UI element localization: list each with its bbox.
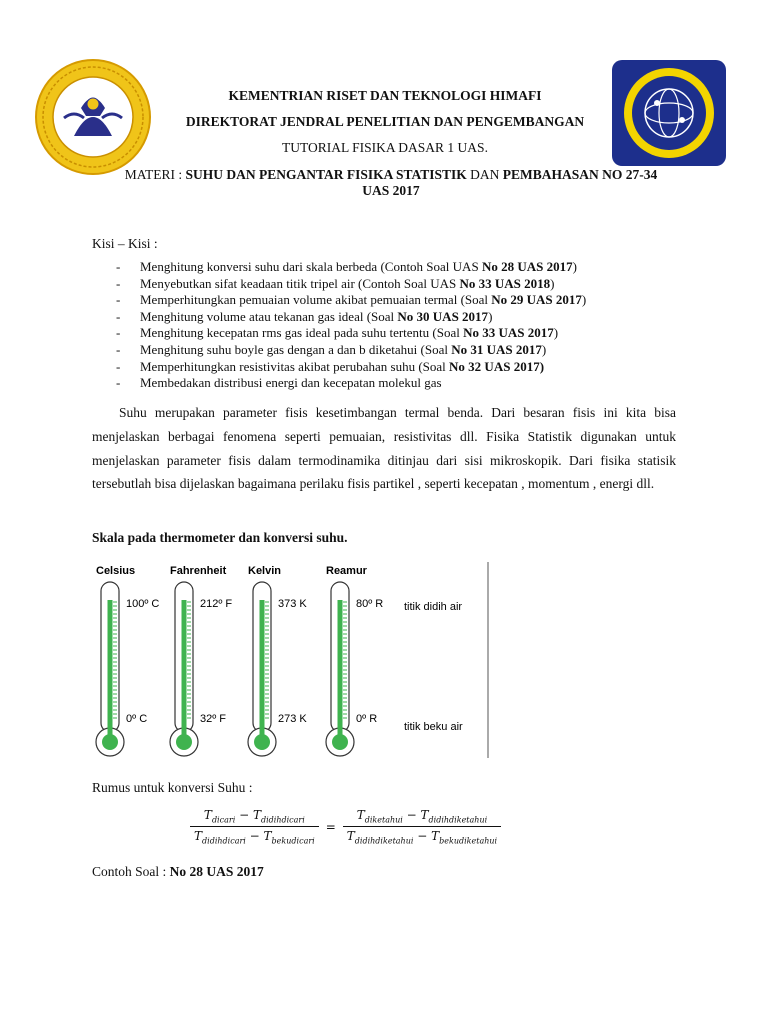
freezing-point-value: 0º C (126, 713, 148, 725)
header-tutorial: TUTORIAL FISIKA DASAR 1 UAS. (282, 140, 488, 155)
header-ministry: KEMENTRIAN RISET DAN TEKNOLOGI HIMAFI (228, 88, 542, 103)
formula-right-denominator: $T_{didihdiketahui} - T_{bekudiketahui}$ (346, 829, 498, 846)
example-line (92, 864, 264, 880)
formula-title: Rumus untuk konversi Suhu : (92, 780, 253, 795)
formula-left-numerator: $T_{dicari} - T_{didihdicari}$ (190, 808, 319, 827)
freezing-point-value: 273 K (278, 713, 307, 725)
materi-mid: DAN (466, 167, 503, 182)
thermometer-name: Celsius (96, 565, 136, 577)
formula-left-denominator: $T_{didihdicari} - T_{bekudicari}$ (194, 829, 315, 846)
materi-range: PEMBAHASAN NO 27-34 (502, 167, 658, 182)
thermometer-fahrenheit (170, 565, 232, 756)
intro-text: Suhu merupakan parameter fisis kesetimbangan termal benda. Dari besaran fisis ini kita bisa menjelaskan berbagai fenomena seperti pemuaian, resistivitas dll. Fisika Statistik digunakan untuk menjelaskan parameter fisis dalam termodinamika ditinjau dari sisi mikroskopik. Dari fisika statisik tersebutlah bisa dijelaskan bagaimana perilaku fisis partikel , seperti kecepatan , momentum , energi dll. (92, 405, 676, 492)
header-materi (96, 167, 686, 183)
formula-left-fraction (190, 808, 319, 846)
kisi-item-text: Menyebutkan sifat keadaan titik tripel air (Contoh Soal UAS No 33 UAS 2018) (140, 275, 555, 291)
kisi-item-text: Menghitung volume atau tekanan gas ideal (Soal No 30 UAS 2017) (140, 308, 493, 324)
boiling-point-value: 212º F (200, 598, 233, 610)
thermometer-column (108, 600, 113, 740)
intro-paragraph (92, 401, 676, 496)
thermometer-name: Reamur (326, 565, 367, 577)
himafi-logo (610, 58, 728, 168)
kisi-item (92, 292, 692, 309)
thermometer-name: Kelvin (248, 565, 282, 577)
kisi-item (92, 342, 692, 359)
kisi-item (92, 309, 692, 326)
boiling-point-value: 100º C (126, 598, 160, 610)
formula-right-fraction (343, 808, 501, 846)
list-bullet: - (116, 292, 121, 308)
thermometer-celsius (96, 565, 159, 756)
university-seal-icon (34, 58, 152, 176)
thermometer-column (260, 600, 265, 740)
kisi-item (92, 276, 692, 293)
list-bullet: - (116, 259, 121, 274)
materi-prefix: MATERI : (124, 167, 186, 182)
list-bullet: - (116, 308, 121, 324)
conversion-formula (190, 808, 590, 846)
boiling-point-value: 80º R (356, 598, 384, 610)
university-logo (34, 58, 152, 176)
thermometer-diagram (92, 560, 492, 760)
kisi-item-text: Menghitung kecepatan rms gas ideal pada suhu tertentu (Soal No 33 UAS 2017) (140, 325, 559, 341)
list-bullet: - (116, 341, 121, 357)
section-title: Skala pada thermometer dan konversi suhu. (92, 530, 348, 545)
kisi-item-text: Menghitung konversi suhu dari skala berbeda (Contoh Soal UAS No 28 UAS 2017) (140, 259, 577, 274)
header-directorate: DIREKTORAT JENDRAL PENELITIAN DAN PENGEMBANGAN (185, 114, 585, 129)
boiling-point-value: 373 K (278, 598, 307, 610)
list-bullet: - (116, 325, 121, 341)
kisi-item-text: Memperhitungkan resistivitas akibat perubahan suhu (Soal No 32 UAS 2017) (140, 358, 545, 374)
kisi-item (92, 359, 692, 376)
himafi-emblem-icon (610, 58, 728, 168)
formula-equals: = (325, 819, 336, 834)
freezing-point-note: titik beku air (404, 721, 463, 733)
thermometer-kelvin (248, 565, 307, 756)
kisi-item (92, 325, 692, 342)
example-prefix: Contoh Soal : (92, 864, 170, 879)
materi-topic: SUHU DAN PENGANTAR FISIKA STATISTIK (185, 167, 467, 182)
thermometer-figure (92, 560, 492, 760)
kisi-item (92, 375, 692, 392)
kisi-title: Kisi – Kisi : (92, 236, 158, 251)
list-bullet: - (116, 375, 121, 391)
header-materi-line2: UAS 2017 (362, 183, 420, 198)
thermometer-name: Fahrenheit (170, 565, 227, 577)
kisi-list (92, 259, 692, 392)
example-ref: No 28 UAS 2017 (169, 864, 264, 879)
thermometer-column (182, 600, 187, 740)
thermometer-reamur (326, 565, 383, 756)
kisi-item (92, 259, 692, 276)
kisi-item-text: Membedakan distribusi energi dan kecepatan molekul gas (140, 375, 442, 391)
freezing-point-value: 32º F (200, 713, 227, 725)
kisi-item-text: Memperhitungkan pemuaian volume akibat pemuaian termal (Soal No 29 UAS 2017) (140, 292, 587, 308)
list-bullet: - (116, 275, 121, 291)
freezing-point-value: 0º R (356, 713, 378, 725)
kisi-item-text: Menghitung suhu boyle gas dengan a dan b diketahui (Soal No 31 UAS 2017) (140, 341, 547, 357)
thermometer-column (338, 600, 343, 740)
boiling-point-note: titik didih air (404, 601, 463, 613)
list-bullet: - (116, 358, 121, 374)
formula-right-numerator: $T_{diketahui} - T_{didihdiketahui}$ (343, 808, 501, 827)
